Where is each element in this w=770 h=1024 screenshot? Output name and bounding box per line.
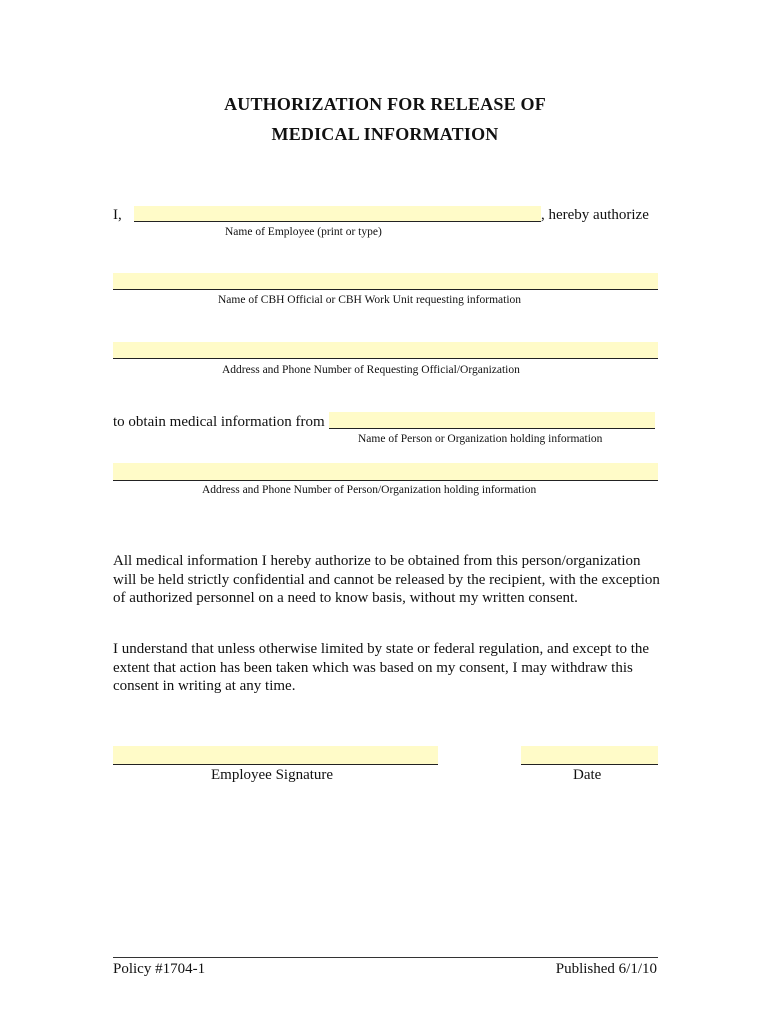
footer-divider xyxy=(113,957,658,958)
requesting-official-field[interactable] xyxy=(113,273,658,290)
withdrawal-line-3: consent in writing at any time. xyxy=(113,678,296,694)
employee-signature-field[interactable] xyxy=(113,746,438,765)
employee-name-caption: Name of Employee (print or type) xyxy=(225,226,382,238)
requesting-address-caption: Address and Phone Number of Requesting Official/Organization xyxy=(222,364,520,376)
withdrawal-line-2: extent that action has been taken which was based on my consent, I may withdraw this xyxy=(113,659,633,676)
confidentiality-line-3: of authorized personnel on a need to know basis, without my written consent. xyxy=(113,590,578,606)
policy-number: Policy #1704-1 xyxy=(113,961,206,977)
employee-name-field[interactable] xyxy=(134,206,541,222)
confidentiality-line-1: All medical information I hereby authorize to be obtained from this person/organization xyxy=(113,553,641,569)
withdrawal-paragraph xyxy=(113,640,649,696)
withdrawal-line-1: I understand that unless otherwise limited by state or federal regulation, and except to the xyxy=(113,641,650,657)
confidentiality-line-2: will be held strictly confidential and cannot be released by the recipient, with the exception xyxy=(113,571,660,588)
employee-suffix: , hereby authorize xyxy=(541,207,649,223)
document-title-line-2: MEDICAL INFORMATION xyxy=(271,124,499,144)
holder-address-caption: Address and Phone Number of Person/Organization holding information xyxy=(202,484,537,496)
employee-prefix: I, xyxy=(113,207,122,223)
date-field[interactable] xyxy=(521,746,658,765)
published-date: Published 6/1/10 xyxy=(555,961,657,977)
confidentiality-paragraph xyxy=(113,552,660,608)
date-caption: Date xyxy=(573,767,602,783)
document-title-line-1: AUTHORIZATION FOR RELEASE OF xyxy=(224,94,546,114)
requesting-address-field[interactable] xyxy=(113,342,658,359)
holder-prefix: to obtain medical information from xyxy=(113,414,325,430)
requesting-official-caption: Name of CBH Official or CBH Work Unit requesting information xyxy=(218,294,522,306)
holder-name-caption: Name of Person or Organization holding information xyxy=(358,433,603,445)
holder-address-field[interactable] xyxy=(113,463,658,481)
employee-signature-caption: Employee Signature xyxy=(211,767,334,783)
holder-name-field[interactable] xyxy=(329,412,655,429)
